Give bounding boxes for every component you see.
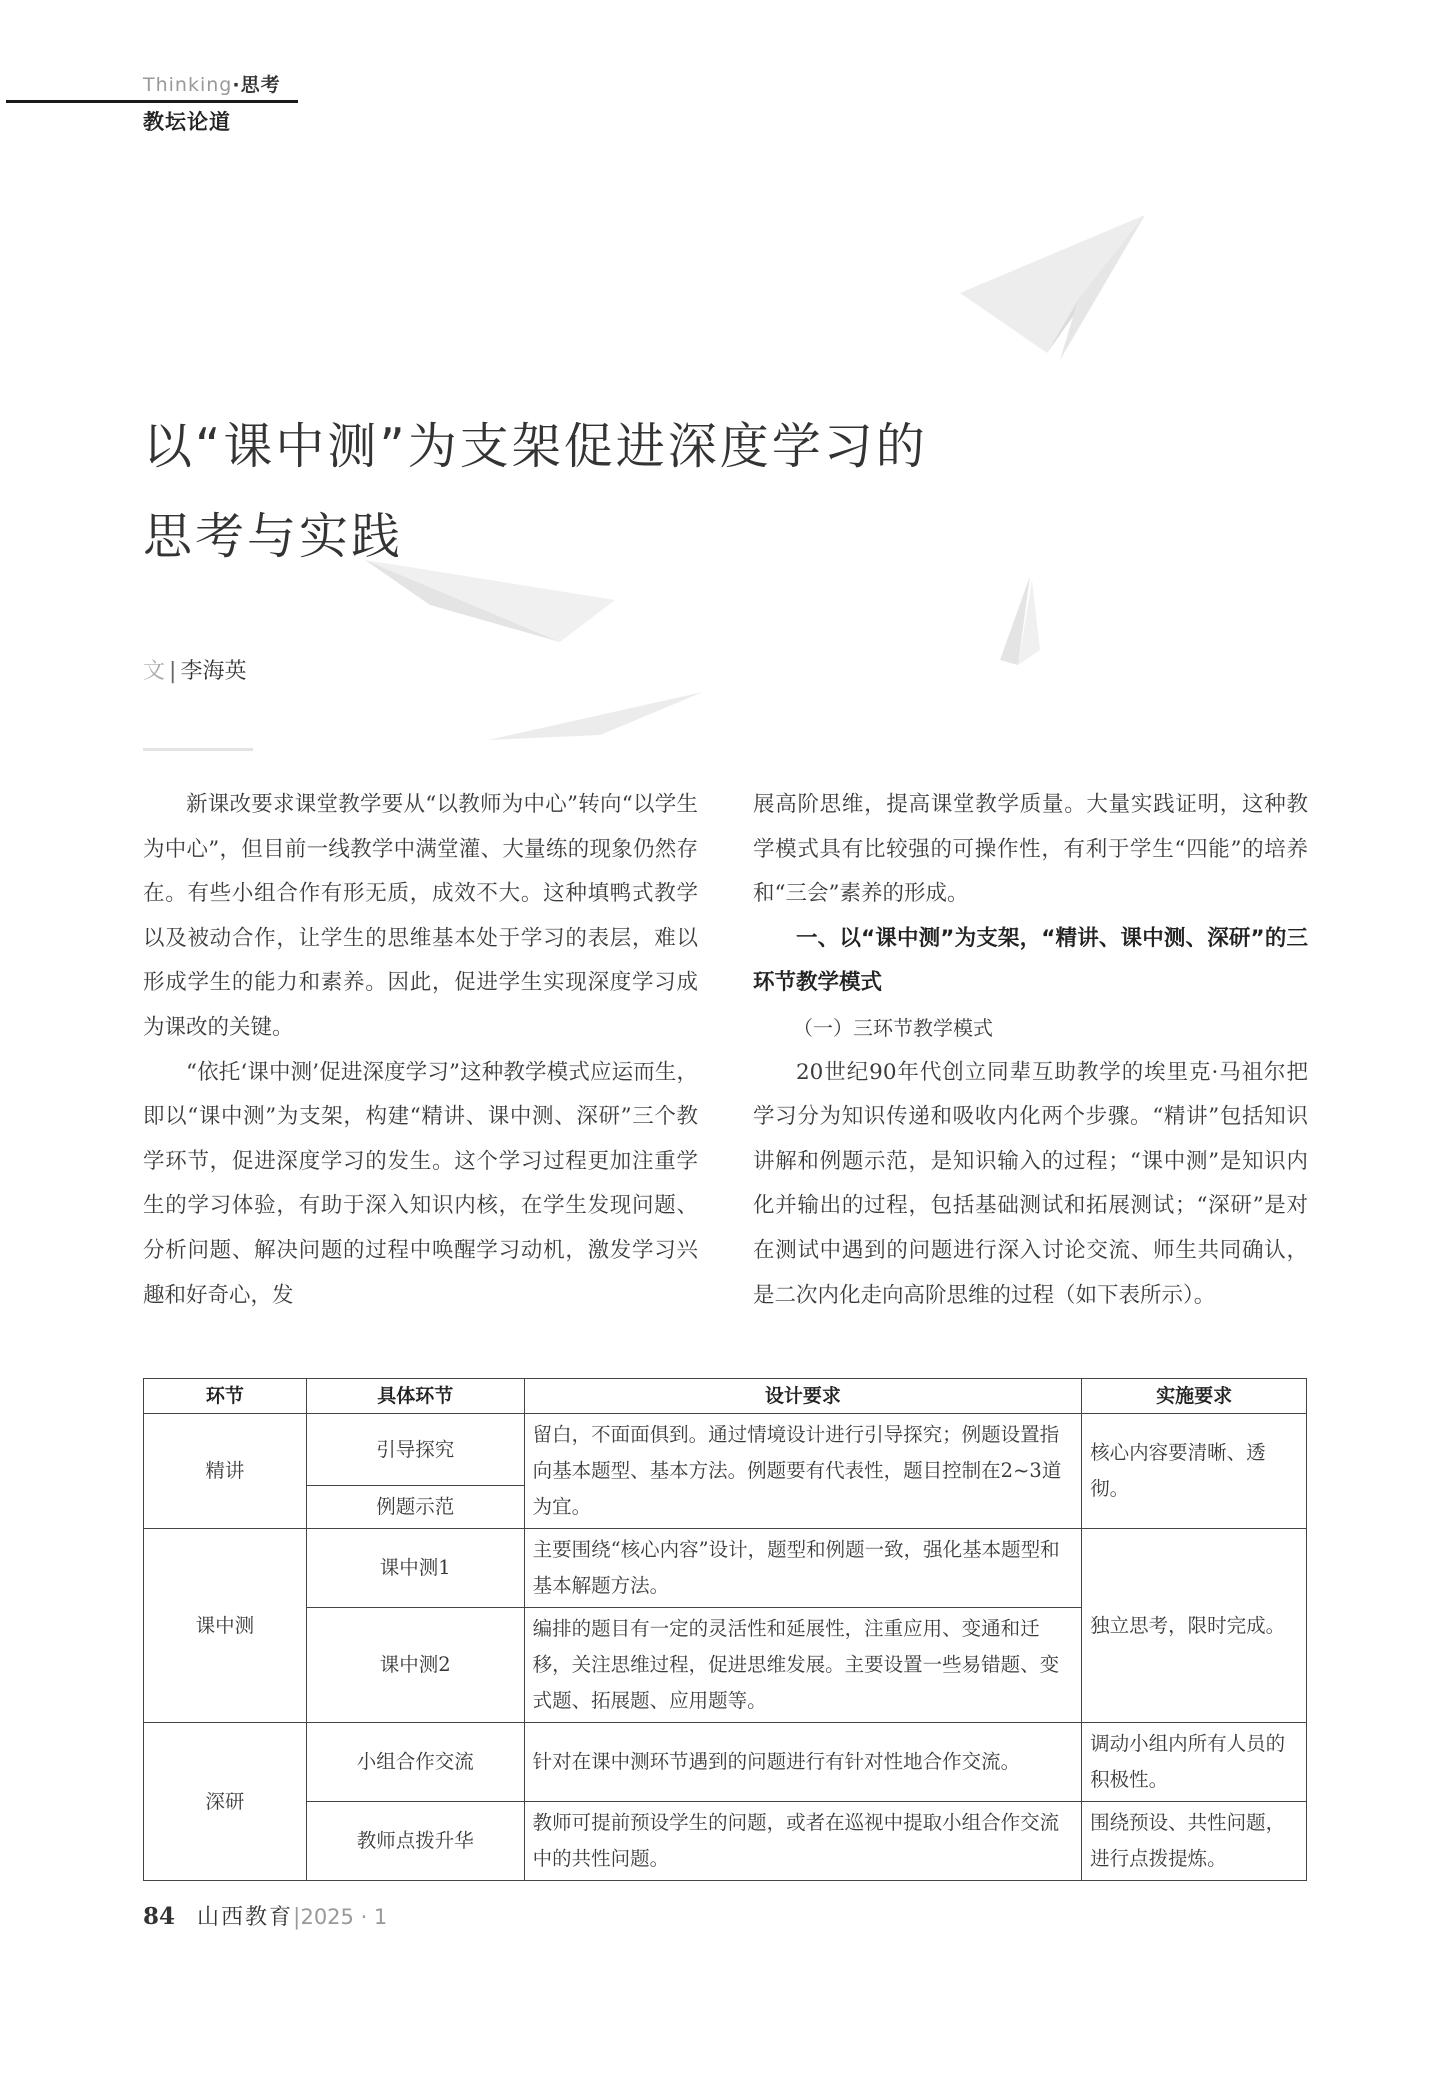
- byline: [143, 654, 246, 685]
- implement-cell: 围绕预设、共性问题，进行点拨提炼。: [1082, 1802, 1307, 1881]
- byline-rule: [143, 748, 253, 751]
- design-cell: 留白，不面面俱到。通过情境设计进行引导探究；例题设置指向基本题型、基本方法。例题要有代表性，题目控制在2~3道为宜。: [524, 1414, 1081, 1529]
- stage-cell: 课中测: [144, 1529, 307, 1723]
- body-paragraph: “依托‘课中测’促进深度学习”这种教学模式应运而生，即以“课中测”为支架，构建“精讲、课中测、深研”三个教学环节，促进深度学习的发生。这个学习过程更加注重学生的学习体验，有助于深入知识内核，在学生发现问题、分析问题、解决问题的过程中唤醒学习动机，激发学习兴趣和好奇心，发: [143, 1059, 698, 1308]
- issue-number: 2025 · 1: [300, 1905, 388, 1929]
- subsection-heading: （一）三环节教学模式: [793, 1015, 993, 1040]
- byline-separator: |: [169, 659, 177, 684]
- page-header: [143, 70, 281, 134]
- implement-cell: 调动小组内所有人员的积极性。: [1082, 1723, 1307, 1802]
- step-cell: 小组合作交流: [306, 1723, 524, 1802]
- byline-prefix: 文: [143, 659, 166, 684]
- step-cell: 课中测1: [306, 1529, 524, 1608]
- stage-cell: 精讲: [144, 1414, 307, 1529]
- table-header-cell: 环节: [144, 1379, 307, 1414]
- footer-separator: |: [293, 1905, 301, 1930]
- table-header-cell: 具体环节: [306, 1379, 524, 1414]
- column-name: 教坛论道: [143, 110, 231, 134]
- design-cell: 针对在课中测环节遇到的问题进行有针对性地合作交流。: [524, 1723, 1081, 1802]
- kicker-en: Thinking: [143, 74, 233, 96]
- table-header-cell: 设计要求: [524, 1379, 1081, 1414]
- implement-cell: 核心内容要清晰、透彻。: [1082, 1414, 1307, 1529]
- title-line-1: 以“课中测”为支架促进深度学习的: [143, 418, 928, 475]
- table-row: [144, 1529, 1307, 1608]
- step-cell: 例题示范: [306, 1486, 524, 1529]
- body-paragraph: 20世纪90年代创立同辈互助教学的埃里克·马祖尔把学习分为知识传递和吸收内化两个步骤。“精讲”包括知识讲解和例题示范，是知识输入的过程；“课中测”是知识内化并输出的过程，包括基础测试和拓展测试；“深研”是对在测试中遇到的问题进行深入讨论交流、师生共同确认，是二次内化走向高阶思维的过程（如下表所示）。: [753, 1059, 1308, 1308]
- page-number: 84: [143, 1903, 176, 1930]
- header-rule: [6, 100, 298, 103]
- design-cell: 编排的题目有一定的灵活性和延展性，注重应用、变通和迁移，关注思维过程，促进思维发展。主要设置一些易错题、变式题、拓展题、应用题等。: [524, 1608, 1081, 1723]
- kicker-cn: 思考: [240, 74, 281, 96]
- teaching-mode-table: [143, 1378, 1307, 1881]
- step-cell: 引导探究: [306, 1414, 524, 1486]
- stage-cell: 深研: [144, 1723, 307, 1881]
- body-column-right: [753, 783, 1308, 1318]
- author-name: 李海英: [180, 659, 247, 684]
- table-row: [144, 1723, 1307, 1802]
- body-paragraph: 展高阶思维，提高课堂教学质量。大量实践证明，这种教学模式具有比较强的可操作性，有利于学生“四能”的培养和“三会”素养的形成。: [753, 792, 1308, 907]
- table-row: [144, 1414, 1307, 1486]
- table-row: [144, 1802, 1307, 1881]
- table-header-cell: 实施要求: [1082, 1379, 1307, 1414]
- step-cell: 教师点拨升华: [306, 1802, 524, 1881]
- article-title: [143, 408, 1043, 588]
- body-paragraph: 新课改要求课堂教学要从“以教师为中心”转向“以学生为中心”，但目前一线教学中满堂灌、大量练的现象仍然存在。有些小组合作有形无质，成效不大。这种填鸭式教学以及被动合作，让学生的思维基本处于学习的表层，难以形成学生的能力和素养。因此，促进学生实现深度学习成为课改的关键。: [143, 792, 698, 1040]
- section-heading: 一、以“课中测”为支架，“精讲、课中测、深研”的三环节教学模式: [753, 925, 1308, 996]
- body-column-left: [143, 783, 698, 1318]
- table-header-row: [144, 1379, 1307, 1414]
- step-cell: 课中测2: [306, 1608, 524, 1723]
- page-footer: [143, 1900, 387, 1931]
- section-kicker: [143, 70, 281, 97]
- design-cell: 主要围绕“核心内容”设计，题型和例题一致，强化基本题型和基本解题方法。: [524, 1529, 1081, 1608]
- design-cell: 教师可提前预设学生的问题，或者在巡视中提取小组合作交流中的共性问题。: [524, 1802, 1081, 1881]
- implement-cell: 独立思考，限时完成。: [1082, 1529, 1307, 1723]
- kicker-separator: ·: [232, 74, 241, 96]
- title-line-2: 思考与实践: [143, 508, 404, 565]
- magazine-name: 山西教育: [197, 1905, 294, 1930]
